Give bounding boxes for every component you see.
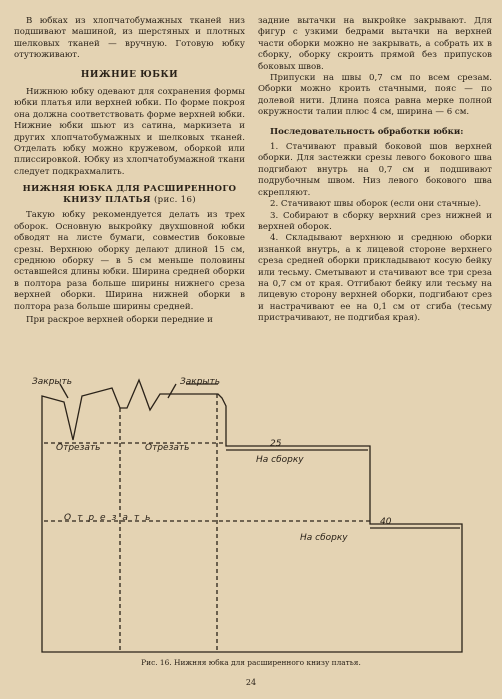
gather-label-upper: На сборку — [256, 455, 304, 465]
pattern-diagram — [0, 374, 502, 656]
intro-paragraph: В юбках из хлопчатобумажных тканей низ подшивают машиной, из шерстяных и плотных шелковых тканей — вручную. Готовую юбку отутюживают. — [14, 16, 245, 61]
paragraph: При раскрое верхней оборки передние и — [26, 314, 213, 325]
left-column — [14, 16, 245, 326]
figure-reference: (рис. 16) — [154, 195, 196, 206]
paragraph: Нижнюю юбку одевают для сохранения формы юбки платья или верхней юбки. По форме покроя она должна соответствовать форме верхней юбки. Нижние юбки шьют из сатина, маркизета и других хлопчатобумажных и шелковых тканей. Отделать юбку можно кружевом, оборкой или плиссировкой. Юбку из хлопчатобумажной ткани следует подкрахмалить. — [14, 87, 245, 177]
paragraph: Такую юбку рекомендуется делать из трех оборок. Основную выкройку двухшовной юбки обводят на листе бумаги, совместив боковые срезы. Верхнюю оборку делают длиной 15 см, среднюю оборку — в 5 см меньше половины оставшейся длины юбки. Ширина средней оборки в полтора раза больше ширины нижнего среза верхней оборки. Ширина нижней оборки в полтора раза больше ширины средней. — [14, 210, 245, 312]
page-number: 24 — [245, 678, 257, 687]
paragraph: задние вытачки на выкройке закрывают. Для фигур с узкими бедрами вытачки на верхней части оборки можно не закрывать, а собрать их в сборку, оборку скроить прямой без припусков боковых швов. — [258, 16, 492, 72]
close-pointer-right — [168, 384, 176, 398]
sequence-heading: Последовательность обработки юбки: — [270, 126, 464, 137]
paragraph: Припуски на швы 0,7 см по всем срезам. Оборки можно кроить стачными, пояс — по долевой нити. Длина пояса равна мерке полной окружности талии плюс 4 см, ширина — 6 см. — [258, 73, 492, 118]
figure-caption: Рис. 16. Нижняя юбка для расширенного книзу платья. — [141, 658, 361, 667]
section-heading: НИЖНИЕ ЮБКИ — [80, 69, 179, 80]
step-item: 2. Стачивают швы оборок (если они стачные). — [270, 199, 482, 210]
gather-label-lower: На сборку — [300, 533, 348, 543]
cut-label-mid: Отрезать — [145, 443, 190, 453]
close-label-right: Закрыть — [180, 377, 221, 387]
right-column — [258, 16, 492, 325]
subsection-heading — [14, 184, 245, 206]
step-item: 4. Складывают верхнюю и среднюю оборки изнанкой внутрь, а к лицевой стороне верхнего среза средней оборки прикладывают косую бейку или тесьму. Сметывают и стачивают все три среза на 0,7 см от края. Отгибают бейку или тесьму на лицевую сторону верхней оборки, подгибают срез и настрачивают ее на 0,1 см от сгиба (тесьму пристрачивают, не подгибая края). — [258, 233, 492, 324]
step-item: 3. Собирают в сборку верхний срез нижней и верхней оборок. — [258, 210, 492, 232]
cut-label-left: Отрезать — [56, 443, 101, 453]
subsection-title: НИЖНЯЯ ЮБКА ДЛЯ РАСШИРЕННОГО КНИЗУ ПЛАТЬЯ — [22, 184, 237, 206]
dimension-40: 40 — [380, 517, 392, 527]
cut-label-wide: Отрезать — [64, 513, 157, 523]
close-label-left: Закрыть — [32, 377, 73, 387]
step-item: 1. Стачивают правый боковой шов верхней оборки. Для застежки срезы левого бокового шва подгибают внутрь на 0,7 см и подшивают подрубочным швом. Низ левого бокового шва скрепляют. — [258, 142, 492, 198]
dimension-25: 25 — [270, 439, 282, 449]
